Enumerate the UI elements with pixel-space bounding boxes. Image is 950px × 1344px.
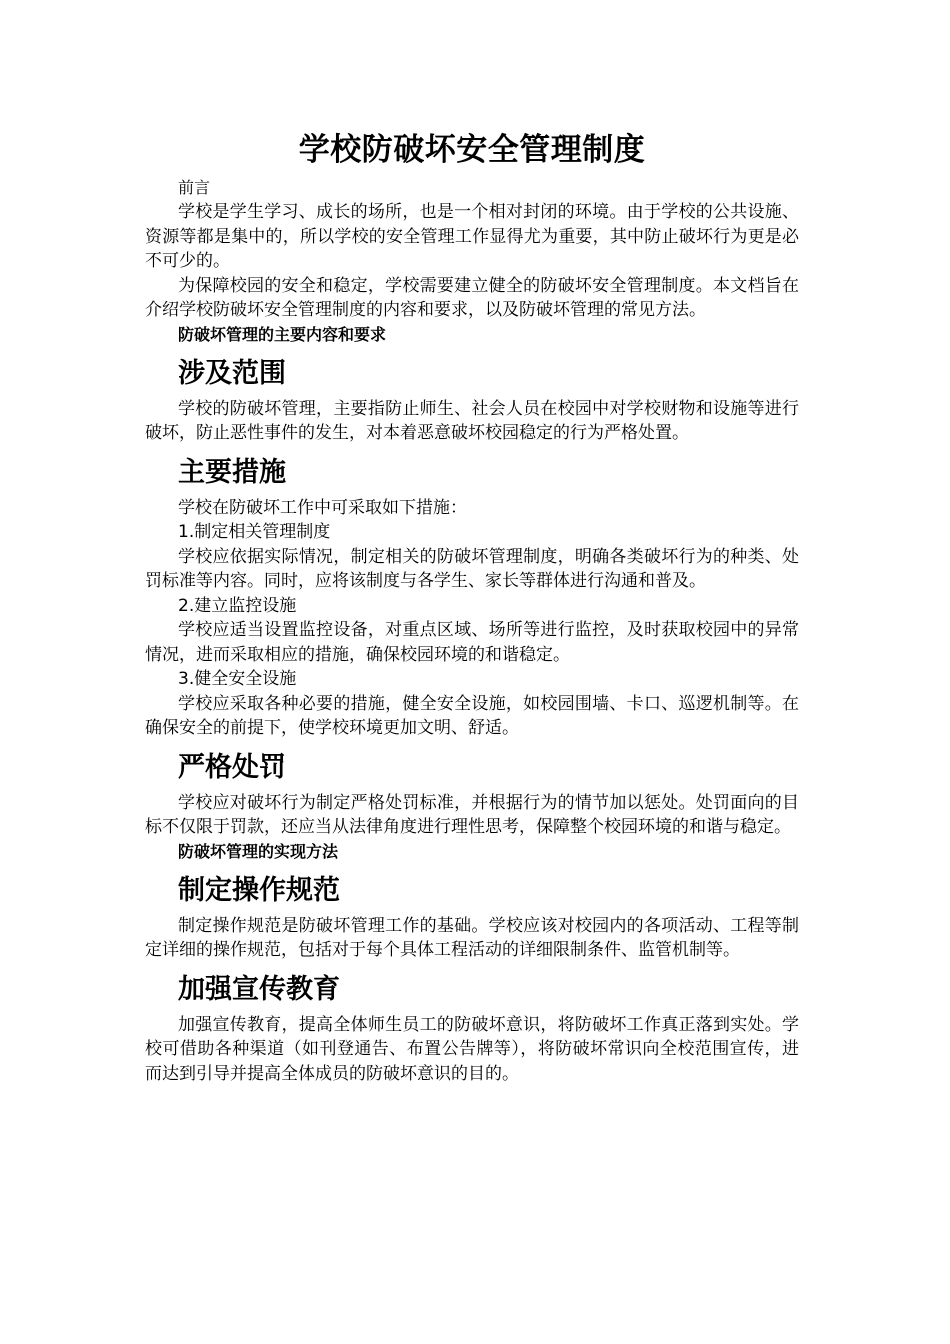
measure-2-title: 2.建立监控设施 [178,595,297,616]
measures-heading: 主要措施 [178,456,286,488]
scope-heading: 涉及范围 [178,357,286,389]
part2-heading: 防破坏管理的实现方法 [178,841,339,861]
part1-heading: 防破坏管理的主要内容和要求 [178,324,387,344]
preface-heading: 前言 [178,178,211,197]
measure-3-title: 3.健全安全设施 [178,669,297,689]
measure-1-paragraph: 学校应依据实际情况，制定相关的防破坏管理制度，明确各类破坏行为的种类、处罚标准等内容。同时，应将该制度与各学生、家长等群体进行沟通和普及。 [145,546,799,591]
ops-paragraph: 制定操作规范是防破坏管理工作的基础。学校应该对校园内的各项活动、工程等制定详细的操作规范，包括对于每个具体工程活动的详细限制条件、监管机制等。 [145,915,799,960]
measure-2-paragraph: 学校应适当设置监控设备，对重点区域、场所等进行监控，及时获取校园中的异常情况，进而采取相应的措施，确保校园环境的和谐稳定。 [145,620,799,665]
measure-3-paragraph: 学校应采取各种必要的措施，健全安全设施，如校园围墙、卡口、巡逻机制等。在确保安全的前提下，使学校环境更加文明、舒适。 [145,693,799,738]
edu-paragraph: 加强宣传教育，提高全体师生员工的防破坏意识，将防破坏工作真正落到实处。学校可借助各种渠道（如刊登通告、布置公告牌等），将防破坏常识向全校范围宣传，进而达到引导并提高全体成员的防破坏意识的目的。 [145,1014,799,1084]
punish-heading: 严格处罚 [178,751,286,783]
ops-heading: 制定操作规范 [178,874,340,906]
document-page [145,128,799,1086]
edu-heading: 加强宣传教育 [178,973,340,1005]
preface-paragraph-2: 为保障校园的安全和稳定，学校需要建立健全的防破坏安全管理制度。本文档旨在介绍学校防破坏安全管理制度的内容和要求，以及防破坏管理的常见方法。 [145,275,799,320]
preface-paragraph-1: 学校是学生学习、成长的场所，也是一个相对封闭的环境。由于学校的公共设施、资源等都是集中的，所以学校的安全管理工作显得尤为重要，其中防止破坏行为更是必不可少的。 [145,202,799,271]
scope-paragraph: 学校的防破坏管理，主要指防止师生、社会人员在校园中对学校财物和设施等进行破坏，防止恶性事件的发生，对本着恶意破坏校园稳定的行为严格处置。 [145,398,799,443]
document-title: 学校防破坏安全管理制度 [298,132,646,168]
punish-paragraph: 学校应对破坏行为制定严格处罚标准，并根据行为的情节加以惩处。处罚面向的目标不仅限于罚款，还应当从法律角度进行理性思考，保障整个校园环境的和谐与稳定。 [145,792,799,837]
measures-intro: 学校在防破坏工作中可采取如下措施： [178,497,467,518]
measure-1-title: 1.制定相关管理制度 [178,522,331,542]
